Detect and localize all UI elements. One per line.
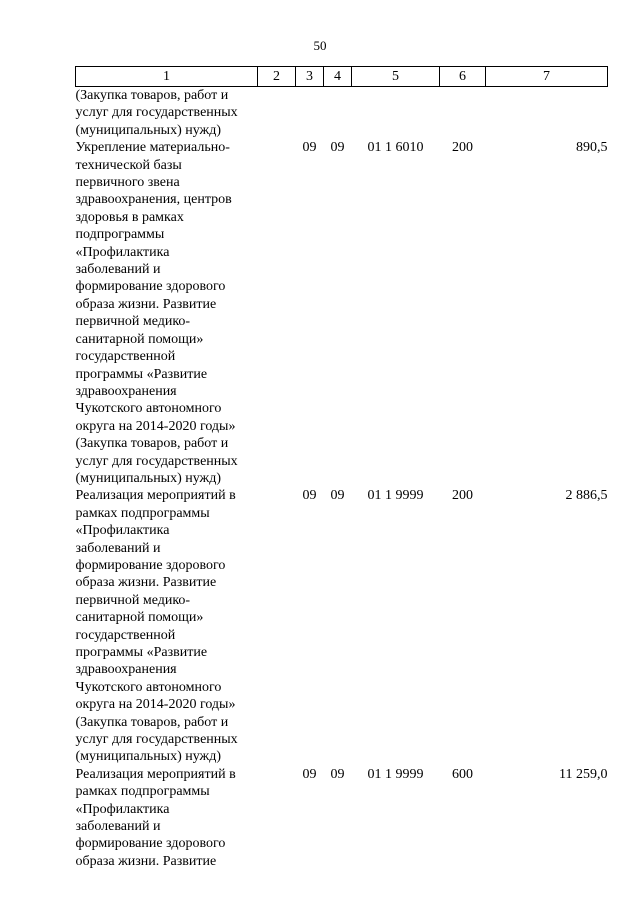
section-code [258,766,296,870]
description-line: «Профилактика [75,244,170,260]
description-line: Реализация мероприятий в [75,488,236,504]
section-code: 09 [302,766,317,782]
section-code [258,487,296,766]
description-line: здоровья в рамках [75,209,184,225]
expense-type-code: 600 [452,766,473,782]
subsection-code: 09 [330,140,345,156]
description-line: заболеваний и [75,819,161,835]
header-col-2: 2 [258,67,296,87]
row-description [76,766,258,870]
table-row [76,487,608,766]
header-col-7: 7 [486,67,608,87]
section-code: 09 [302,488,317,504]
page-number: 50 [313,38,327,53]
description-line: (муниципальных) нужд) [75,470,222,486]
amount: 11 259,0 [559,766,608,782]
description-line: санитарной помощи» [75,610,204,626]
section-code: 09 [302,140,317,156]
header-row [76,67,608,87]
description-line: здравоохранения, центров [75,192,232,208]
description-line: округа на 2014-2020 годы» [75,697,236,713]
amount [486,87,608,140]
description-line: рамках подпрограммы [75,784,210,800]
description-line: программы «Развитие [75,645,208,660]
header-col-4: 4 [324,67,352,87]
description-line: формирование здорового [75,836,226,852]
description-line: заболеваний и [75,262,161,278]
row-description [76,487,258,766]
table-row [76,87,608,140]
expense-type-code: 200 [452,488,473,504]
description-line: (муниципальных) нужд) [75,749,222,765]
section-code [258,139,296,487]
target-article-code [352,87,440,140]
description-line: «Профилактика [75,801,170,817]
description-line: услуг для государственных [75,105,238,121]
description-line: услуг для государственных [75,453,238,469]
description-line: первичной медико- [75,592,191,608]
description-line: (Закупка товаров, работ и [75,714,229,730]
description-line: формирование здорового [75,279,226,295]
description-line: Реализация мероприятий в [75,766,236,782]
description-line: образа жизни. Развитие [75,296,217,312]
header-col-1: 1 [76,67,258,87]
section-code [296,87,324,140]
description-line: образа жизни. Развитие [75,853,217,869]
expense-type-code: 200 [452,140,473,156]
description-line: первичной медико- [75,314,191,330]
description-line: услуг для государственных [75,732,238,748]
table-row [76,766,608,870]
table-row [76,139,608,487]
description-line: государственной [75,349,176,365]
expense-type-code [440,87,486,140]
description-line: санитарной помощи» [75,331,204,347]
amount: 890,5 [576,140,608,156]
amount: 2 886,5 [565,488,608,504]
header-col-6: 6 [440,67,486,87]
description-line: рамках подпрограммы [75,505,210,521]
description-line: «Профилактика [75,523,170,539]
header-col-5: 5 [352,67,440,87]
description-line: (Закупка товаров, работ и [75,436,229,452]
subsection-code [324,87,352,140]
description-line: здравоохранения [75,662,177,678]
header-col-3: 3 [296,67,324,87]
description-line: государственной [75,627,176,643]
subsection-code: 09 [330,766,345,782]
description-line: первичного звена [75,175,180,191]
description-line: заболеваний и [75,540,161,556]
description-line: формирование здорового [75,557,226,573]
description-line: Чукотского автономного [75,679,222,695]
description-line: подпрограммы [75,227,165,243]
description-line: технической базы [75,157,182,173]
description-line: образа жизни. Развитие [75,575,217,591]
description-line: округа на 2014-2020 годы» [75,418,236,434]
row-description [76,139,258,487]
target-article-code: 01 1 9999 [367,766,424,782]
description-line: программы «Развитие [75,366,208,382]
section-code [258,87,296,140]
description-line: здравоохранения [75,383,177,399]
description-line: (Закупка товаров, работ и [75,88,229,103]
row-description [76,87,258,140]
description-line: Чукотского автономного [75,401,222,417]
target-article-code: 01 1 6010 [367,140,424,156]
description-line: Укрепление материально- [75,140,230,156]
subsection-code: 09 [330,488,345,504]
budget-table [75,66,608,870]
target-article-code: 01 1 9999 [367,488,424,504]
description-line: (муниципальных) нужд) [75,122,222,138]
